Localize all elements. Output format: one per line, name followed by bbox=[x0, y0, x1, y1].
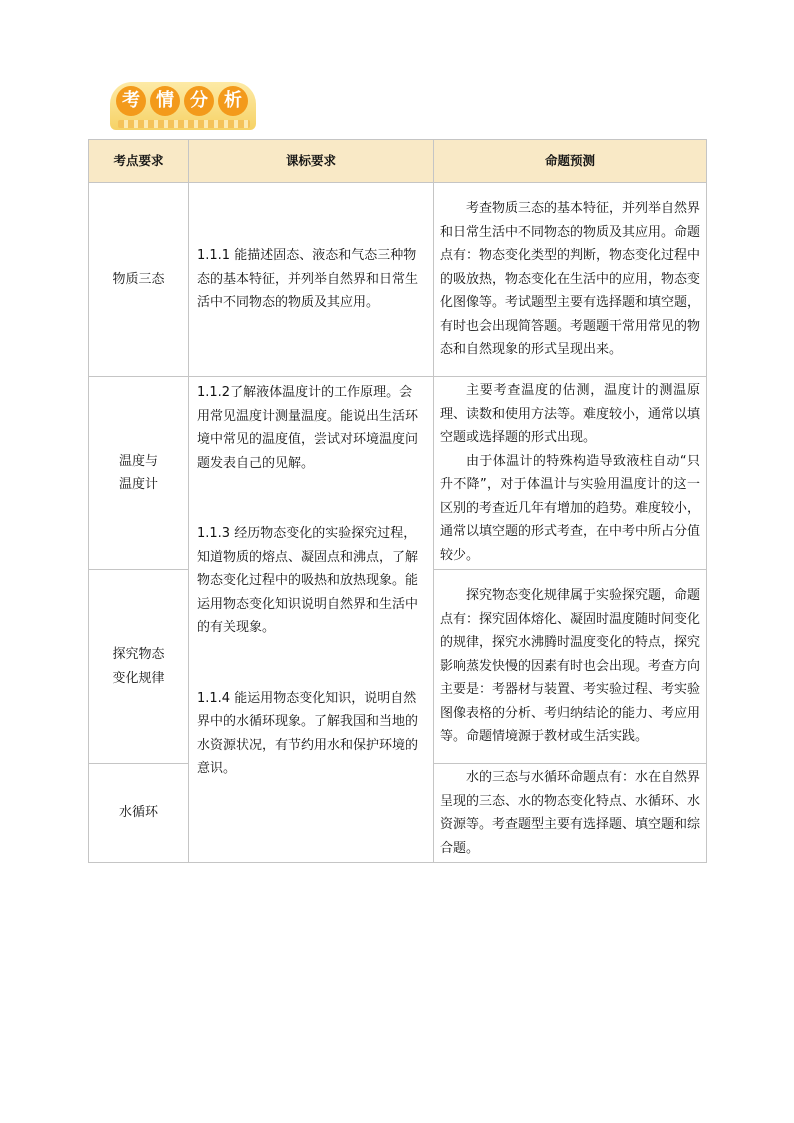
prediction-text: 探究物态变化规律属于实验探究题，命题点有：探究固体熔化、凝固时温度随时间变化的规律，探究水沸腾时温度变化的特点，探究影响蒸发快慢的因素有时也会出现。考查方向主要是：考器材与装置、考实验过程、考实验图像表格的分析、考归纳结论的能力、考应用等。命题情境源于教材或生活实践。 bbox=[440, 588, 701, 745]
prediction-text: 主要考查温度的估测，温度计的测温原理、读数和使用方法等。难度较小，通常以填空题或选择题的形式出现。 bbox=[440, 383, 701, 445]
table-row bbox=[89, 377, 707, 570]
header-prediction: 命题预测 bbox=[434, 140, 707, 183]
header-requirement: 课标要求 bbox=[189, 140, 434, 183]
exam-analysis-table bbox=[88, 139, 707, 863]
table-header-row bbox=[89, 140, 707, 183]
requirement-text: 1.1.2了解液体温度计的工作原理。会用常见温度计测量温度。能说出生活环境中常见的温度值，尝试对环境温度问题发表自己的见解。 bbox=[197, 385, 419, 471]
point-cell bbox=[89, 570, 189, 764]
banner-char: 析 bbox=[218, 86, 248, 116]
prediction-text: 水的三态与水循环命题点有：水在自然界呈现的三态、水的物态变化特点、水循环、水资源等。考查题型主要有选择题、填空题和综合题。 bbox=[440, 770, 701, 856]
header-point: 考点要求 bbox=[89, 140, 189, 183]
point-cell bbox=[89, 377, 189, 570]
requirement-cell bbox=[189, 377, 434, 863]
requirement-text: 1.1.3 经历物态变化的实验探究过程，知道物质的熔点、凝固点和沸点，了解物态变化过程中的吸热和放热现象。能运用物态变化知识说明自然界和生活中的有关现象。 bbox=[197, 526, 419, 635]
requirement-text: 1.1.4 能运用物态变化知识，说明自然界中的水循环现象。了解我国和当地的水资源状况，有节约用水和保护环境的意识。 bbox=[197, 690, 419, 776]
point-text: 温度与温度计 bbox=[119, 453, 159, 492]
banner-char: 情 bbox=[150, 86, 180, 116]
prediction-text: 由于体温计的特殊构造导致液柱自动“只升不降”，对于体温计与实验用温度计的这一区别的考查近几年有增加的趋势。难度较小，通常以填空题的形式考查，在中考中所占分值较少。 bbox=[440, 453, 701, 563]
requirement-cell bbox=[189, 183, 434, 377]
banner-char: 考 bbox=[116, 86, 146, 116]
prediction-cell bbox=[434, 183, 707, 377]
prediction-text: 考查物质三态的基本特征，并列举自然界和日常生活中不同物态的物质及其应用。命题点有：物态变化类型的判断，物态变化过程中的吸放热，物态变化在生活中的应用，物态变化图像等。考试题型主要有选择题和填空题，有时也会出现简答题。考题题干常用常见的物态和自然现象的形式呈现出来。 bbox=[440, 201, 701, 358]
point-text: 探究物态变化规律 bbox=[112, 647, 165, 686]
banner-stripes bbox=[118, 120, 250, 128]
point-cell: 物质三态 bbox=[89, 183, 189, 377]
table-row bbox=[89, 183, 707, 377]
section-banner bbox=[110, 80, 256, 132]
prediction-cell bbox=[434, 764, 707, 863]
prediction-cell bbox=[434, 570, 707, 764]
banner-char: 分 bbox=[184, 86, 214, 116]
prediction-cell bbox=[434, 377, 707, 570]
point-cell: 水循环 bbox=[89, 764, 189, 863]
requirement-text: 1.1.1 能描述固态、液态和气态三种物态的基本特征，并列举自然界和日常生活中不同物态的物质及其应用。 bbox=[197, 248, 419, 311]
